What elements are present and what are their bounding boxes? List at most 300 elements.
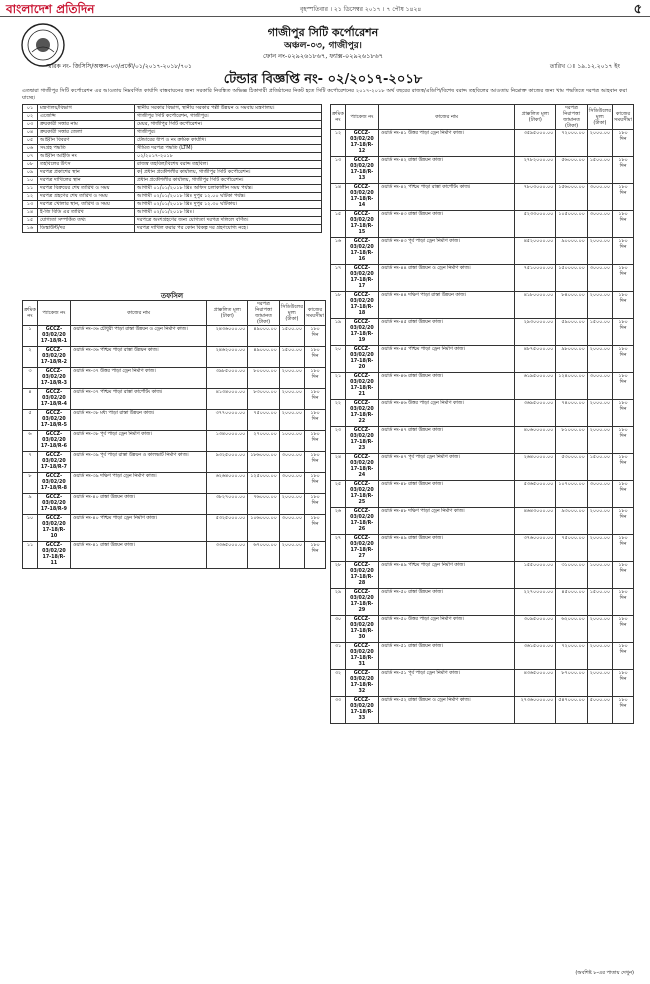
schedule-column-header: সিডিউলের মূল্য (টাকা)	[279, 301, 304, 326]
lot-security-amount: ৩১০০০.০০	[556, 562, 587, 589]
info-value: স্থানীয় সরকার বিভাগ, স্থানীয় সরকার পল্লী উন্নয়ন ও সমবায় মন্ত্রণালয়।	[135, 105, 322, 113]
info-row	[23, 153, 322, 161]
lot-work-name: ওয়ার্ড নং-৩৯ পূর্ব পাড়া রাস্তা উন্নয়ন ও কালভার্ট নির্মাণ কাজ।	[70, 452, 206, 473]
lot-duration: ১৮০ দিন	[613, 427, 634, 454]
memo-number: স্মারক নং- জিসিসি/অঞ্চল-০৩/প্রকৌ/০১/২০১৭-২০১৮/৭০১	[46, 63, 192, 70]
schedule-row	[331, 319, 634, 346]
info-value: টেন্ডারের ধাপ ও নং ক্রমিক কার্যাদি।	[135, 137, 322, 145]
lot-work-name: ওয়ার্ড নং-৫০ উত্তর পাড়া ড্রেন নির্মাণ কাজ।	[378, 616, 514, 643]
lot-duration: ১৮০ দিন	[613, 373, 634, 400]
lot-serial: ১৯	[331, 319, 346, 346]
lot-security-amount: ১৫০০০০.০০	[556, 265, 587, 292]
lot-estimated-cost: ৬১৯৫০০০.০০	[515, 373, 556, 400]
lot-duration: ১৮০ দিন	[613, 535, 634, 562]
lot-duration: ১৮০ দিন	[613, 157, 634, 184]
lot-duration: ১৮০ দিন	[613, 508, 634, 535]
schedule-column-header: কাজের নাম	[70, 301, 206, 326]
info-value: আগামী ০২/০১/২০১৮ খ্রিঃ দুপুর ১২.৩০ ঘটিকায়।	[135, 201, 322, 209]
lot-duration: ১৮০ দিন	[305, 452, 326, 473]
lot-estimated-cost: ৩০৯৫০০০.০০	[515, 616, 556, 643]
lot-security-amount: ৮৭০০০.০০	[556, 670, 587, 697]
lot-security-amount: ১০৬০০০.০০	[248, 515, 279, 542]
lot-security-amount: ১৫৬০০০.০০	[556, 184, 587, 211]
lot-estimated-cost: ৩৩৬৫০০০.০০	[207, 542, 248, 569]
lot-estimated-cost: ৪৩৬৫০০০.০০	[515, 670, 556, 697]
lot-security-amount: ৪৯০০০.০০	[248, 347, 279, 368]
lot-serial: ৩	[23, 368, 38, 389]
lot-duration: ১৮০ দিন	[305, 431, 326, 452]
info-serial: ০৬	[23, 145, 38, 153]
lot-estimated-cost: ২৪৬২০০০.০০	[207, 347, 248, 368]
lot-serial: ২৫	[331, 481, 346, 508]
lot-work-name: ওয়ার্ড নং-৫০ রাস্তা উন্নয়ন কাজ।	[378, 589, 514, 616]
lot-package-no: GCCZ-03/02/20 17-18/R-29	[345, 589, 378, 616]
lot-package-no: GCCZ-03/02/20 17-18/R-7	[37, 452, 70, 473]
schedule-row	[23, 452, 326, 473]
lot-estimated-cost: ৪৮৭৫০০০.০০	[515, 346, 556, 373]
lot-estimated-cost: ২৭৮২০০০.০০	[515, 157, 556, 184]
lot-serial: ৫	[23, 410, 38, 431]
lot-schedule-price: ২০০০.০০	[587, 400, 612, 427]
schedule-row	[331, 157, 634, 184]
lot-work-name: ওয়ার্ড নং-৪১ রাস্তা উন্নয়ন কাজ।	[70, 542, 206, 569]
info-label: ক্রয়কারী সত্তার জেলা	[38, 129, 135, 137]
schedule-row	[23, 326, 326, 347]
lot-work-name: ওয়ার্ড নং-৪৯ পশ্চিম পাড়া ড্রেন নির্মাণ কাজ।	[378, 562, 514, 589]
info-value: আগামী ০২/০১/২০১৮ খ্রিঃ।	[135, 209, 322, 217]
schedule-row	[23, 389, 326, 410]
lot-schedule-price: ১৫০০.০০	[587, 454, 612, 481]
lot-security-amount: ১৮৬০০০.০০	[248, 452, 279, 473]
info-value: রাজস্ব তহবিল/বিশেষ বরাদ্দ তহবিল।	[135, 161, 322, 169]
schedule-row	[331, 238, 634, 265]
newspaper-brand: বাংলাদেশ প্রতিদিন	[6, 2, 95, 16]
lot-work-name: ওয়ার্ড নং-৪৯ রাস্তা উন্নয়ন কাজ।	[378, 535, 514, 562]
schedule-column-header: প্যাকেজ নং	[37, 301, 70, 326]
schedule-row	[331, 427, 634, 454]
info-label: দরপত্র গ্রহণের শেষ তারিখ ও সময়	[38, 193, 135, 201]
lot-serial: ২	[23, 347, 38, 368]
intro-paragraph: এতদ্বারা গাজীপুর সিটি কর্পোরেশন এর আওতায় নিম্নবর্ণিত কার্যাদি বাস্তবায়নের জন্য সরকারি নিবন্ধিত অভিজ্ঞ ঠিকাদারী প্রতিষ্ঠানের নিকট হতে সিটি কর্পোরেশনের ২০১৭-২০১৮ অর্থ বছরের রাজস্ব/এডিপি/বিশেষ বরাদ্দ তহবিলের আওতায় নিম্নোক্ত কাজের জন্য খাম পদ্ধতিতে দরপত্র আহবান করা যাচ্ছে।	[22, 88, 627, 101]
lot-security-amount: ৮৩০০০.০০	[248, 389, 279, 410]
info-value: গাজীপুর।	[135, 129, 322, 137]
lot-estimated-cost: ৪৫২০০০০.০০	[515, 238, 556, 265]
lot-security-amount: ৭২০০০.০০	[556, 130, 587, 157]
lot-package-no: GCCZ-03/02/20 17-18/R-17	[345, 265, 378, 292]
lot-serial: ১২	[331, 130, 346, 157]
lot-package-no: GCCZ-03/02/20 17-18/R-2	[37, 347, 70, 368]
lot-work-name: ওয়ার্ড নং-৩৯ দক্ষিণ পাড়া ড্রেন নির্মাণ কাজ।	[70, 473, 206, 494]
lot-estimated-cost: ২৬৪০০০০.০০	[515, 454, 556, 481]
info-serial: ০৫	[23, 137, 38, 145]
lot-schedule-price: ৩০০০.০০	[587, 265, 612, 292]
lot-estimated-cost: ২৭৩৬০০০০.০০	[515, 697, 556, 724]
lot-package-no: GCCZ-03/02/20 17-18/R-8	[37, 473, 70, 494]
lot-estimated-cost: ৫৩২৫০০০.০০	[207, 515, 248, 542]
lot-package-no: GCCZ-03/02/20 17-18/R-11	[37, 542, 70, 569]
schedule-table-left	[22, 300, 326, 569]
lot-duration: ১৮০ দিন	[305, 542, 326, 569]
lot-schedule-price: ৩০০০.০০	[279, 515, 304, 542]
lot-work-name: ওয়ার্ড নং-৩৮ মধ্য পাড়া রাস্তা উন্নয়ন কাজ।	[70, 410, 206, 431]
lot-schedule-price: ২০০০.০০	[587, 670, 612, 697]
lot-schedule-price: ২০০০.০০	[587, 346, 612, 373]
lot-work-name: ওয়ার্ড নং-৪০ রাস্তা উন্নয়ন কাজ।	[70, 494, 206, 515]
lot-serial: ১৪	[331, 184, 346, 211]
lot-serial: ৩০	[331, 616, 346, 643]
info-row	[23, 129, 322, 137]
schedule-row	[331, 589, 634, 616]
info-value: মেয়র, গাজীপুর সিটি কর্পোরেশন।	[135, 121, 322, 129]
schedule-column-header: প্রাক্কলিত মূল্য (টাকা)	[207, 301, 248, 326]
lot-work-name: ওয়ার্ড নং-৪৮ দক্ষিণ পাড়া ড্রেন নির্মাণ কাজ।	[378, 508, 514, 535]
lot-security-amount: ২৭০০০.০০	[248, 431, 279, 452]
lot-package-no: GCCZ-03/02/20 17-18/R-21	[345, 373, 378, 400]
lot-package-no: GCCZ-03/02/20 17-18/R-18	[345, 292, 378, 319]
lot-package-no: GCCZ-03/02/20 17-18/R-28	[345, 562, 378, 589]
lot-schedule-price: ১৫০০.০০	[279, 326, 304, 347]
info-label: ডিস্কাউন্ট/দর	[38, 225, 135, 233]
lot-serial: ২০	[331, 346, 346, 373]
lot-serial: ২২	[331, 400, 346, 427]
page-number: ৫	[633, 2, 642, 17]
info-label: এজেন্সি	[38, 113, 135, 121]
organization-name: গাজীপুর সিটি কর্পোরেশন	[267, 26, 379, 39]
lot-schedule-price: ১০০০.০০	[279, 431, 304, 452]
lot-estimated-cost: ৫৩৬৫০০০.০০	[515, 481, 556, 508]
lot-work-name: ওয়ার্ড নং-৪৩ পূর্ব পাড়া ড্রেন নির্মাণ কাজ।	[378, 238, 514, 265]
schedule-row	[23, 347, 326, 368]
lot-security-amount: ৮০০০০.০০	[248, 368, 279, 389]
lot-work-name: ওয়ার্ড নং-৪৫ রাস্তা উন্নয়ন কাজ।	[378, 319, 514, 346]
lot-serial: ৯	[23, 494, 38, 515]
lot-package-no: GCCZ-03/02/20 17-18/R-22	[345, 400, 378, 427]
info-row	[23, 225, 322, 233]
lot-schedule-price: ২০০০.০০	[279, 542, 304, 569]
lot-work-name: ওয়ার্ড নং-৫১ পূর্ব পাড়া ড্রেন নির্মাণ কাজ।	[378, 670, 514, 697]
lot-duration: ১৮০ দিন	[613, 670, 634, 697]
lot-serial: ১৮	[331, 292, 346, 319]
lot-serial: ২৬	[331, 508, 346, 535]
lot-duration: ১৮০ দিন	[305, 473, 326, 494]
lot-duration: ১৮০ দিন	[305, 389, 326, 410]
lot-security-amount: ১০৭০০০.০০	[556, 481, 587, 508]
lot-schedule-price: ৩০০০.০০	[587, 184, 612, 211]
info-label: আহ্বান বিবরণ	[38, 137, 135, 145]
lot-serial: ২১	[331, 373, 346, 400]
schedule-row	[331, 292, 634, 319]
lot-serial: ৮	[23, 473, 38, 494]
lot-duration: ১৮০ দিন	[613, 130, 634, 157]
info-label: সংগ্রহ পদ্ধতি	[38, 145, 135, 153]
lot-work-name: ওয়ার্ড নং-৪৩ রাস্তা উন্নয়ন কাজ।	[378, 211, 514, 238]
info-serial: ০২	[23, 113, 38, 121]
lot-package-no: GCCZ-03/02/20 17-18/R-26	[345, 508, 378, 535]
lot-work-name: ওয়ার্ড নং-৪২ রাস্তা উন্নয়ন কাজ।	[378, 157, 514, 184]
info-serial: ১৩	[23, 201, 38, 209]
lot-package-no: GCCZ-03/02/20 17-18/R-10	[37, 515, 70, 542]
lot-estimated-cost: ১৩৪০০০০.০০	[207, 431, 248, 452]
schedule-row	[331, 670, 634, 697]
lot-schedule-price: ২০০০.০০	[587, 130, 612, 157]
info-value: দরপত্র দাখিল করার পর কোন বিকল্প দর গ্রহণযোগ্য নহে।	[135, 225, 322, 233]
lot-package-no: GCCZ-03/02/20 17-18/R-24	[345, 454, 378, 481]
lot-duration: ১৮০ দিন	[613, 211, 634, 238]
lot-work-name: ওয়ার্ড নং-৪২ পশ্চিম পাড়া রাস্তা কার্পেটিং কাজ।	[378, 184, 514, 211]
lot-security-amount: ৭৪০০০.০০	[556, 400, 587, 427]
lot-duration: ১৮০ দিন	[613, 346, 634, 373]
info-row	[23, 201, 322, 209]
schedule-row	[331, 265, 634, 292]
lot-duration: ১৮০ দিন	[613, 400, 634, 427]
schedule-column-header: কাজের নাম	[378, 105, 514, 130]
lot-estimated-cost: ৯৩২৫০০০.০০	[207, 452, 248, 473]
info-serial: ১৫	[23, 217, 38, 225]
schedule-row	[331, 373, 634, 400]
lot-security-amount: ৯০০০০.০০	[556, 238, 587, 265]
info-row	[23, 193, 322, 201]
lot-work-name: ওয়ার্ড নং-৫২ রাস্তা উন্নয়ন ও ড্রেন নির্মাণ কাজ।	[378, 697, 514, 724]
lot-estimated-cost: ৫২৩৩০০০.০০	[515, 211, 556, 238]
lot-work-name: ওয়ার্ড নং-৪৫ পশ্চিম পাড়া ড্রেন নির্মাণ কাজ।	[378, 346, 514, 373]
schedule-row	[331, 346, 634, 373]
lot-schedule-price: ২০০০.০০	[587, 535, 612, 562]
lot-package-no: GCCZ-03/02/20 17-18/R-32	[345, 670, 378, 697]
lot-serial: ১৭	[331, 265, 346, 292]
lot-schedule-price: ২০০০.০০	[279, 410, 304, 431]
lot-package-no: GCCZ-03/02/20 17-18/R-3	[37, 368, 70, 389]
lot-schedule-price: ২০০০.০০	[587, 643, 612, 670]
info-value: দরপত্রে অংশগ্রহণের জন্য যোগ্যতা দরপত্র দলিলে বর্ণিত।	[135, 217, 322, 225]
schedule-row	[23, 542, 326, 569]
lot-duration: ১৮০ দিন	[613, 616, 634, 643]
lot-duration: ১৮০ দিন	[613, 292, 634, 319]
lot-schedule-price: ২০০০.০০	[279, 494, 304, 515]
info-label: দরপত্র খোলার স্থান, তারিখ ও সময়	[38, 201, 135, 209]
lot-security-amount: ৫৯০০০.০০	[556, 319, 587, 346]
lot-package-no: GCCZ-03/02/20 17-18/R-9	[37, 494, 70, 515]
info-serial: ১০	[23, 177, 38, 185]
info-row	[23, 177, 322, 185]
info-value: আগামী ০২/০১/২০১৮ খ্রিঃ দুপুর ১২.০০ ঘটিকা পর্যন্ত।	[135, 193, 322, 201]
lot-estimated-cost: ২৪৩৬০০০.০০	[207, 326, 248, 347]
lot-serial: ৩১	[331, 643, 346, 670]
info-value: আগামী ০১/০১/২০১৮ খ্রিঃ অফিস চলাকালীন সময় পর্যন্ত।	[135, 185, 322, 193]
lot-schedule-price: ২০০০.০০	[279, 368, 304, 389]
lot-duration: ১৮০ দিন	[305, 494, 326, 515]
info-serial: ০৮	[23, 161, 38, 169]
lot-package-no: GCCZ-03/02/20 17-18/R-27	[345, 535, 378, 562]
lot-estimated-cost: ৩৫৯৫০০০.০০	[515, 130, 556, 157]
schedule-column-header: কাজের সময়সীমা	[613, 105, 634, 130]
contact-phone: ফোন নং-০২৯২৬১৮৬৭, ফ্যাক্স-০২৯২৬১৮৬৭	[262, 52, 384, 60]
lot-estimated-cost: ৬২৬৪০০০.০০	[207, 473, 248, 494]
lot-security-amount: ৭৫০০০.০০	[248, 410, 279, 431]
lot-duration: ১৮০ দিন	[613, 643, 634, 670]
lot-work-name: ওয়ার্ড নং-৪৭ পূর্ব পাড়া ড্রেন নির্মাণ কাজ।	[378, 454, 514, 481]
info-label: দরপত্র দাখিলের স্থান	[38, 177, 135, 185]
lot-estimated-cost: ৩৮২৭০০০.০০	[207, 494, 248, 515]
info-label: মন্ত্রণালয়/বিভাগ	[38, 105, 135, 113]
lot-package-no: GCCZ-03/02/20 17-18/R-13	[345, 157, 378, 184]
lot-duration: ১৮০ দিন	[305, 368, 326, 389]
lot-serial: ২৮	[331, 562, 346, 589]
schedule-column-header: দরপত্র নিরাপত্তা জামানত (টাকা)	[556, 105, 587, 130]
lot-duration: ১৮০ দিন	[613, 562, 634, 589]
lot-serial: ২৭	[331, 535, 346, 562]
schedule-table-right	[330, 104, 634, 724]
schedule-column-header: দরপত্র নিরাপত্তা জামানত (টাকা)	[248, 301, 279, 326]
lot-schedule-price: ২০০০.০০	[279, 389, 304, 410]
lot-package-no: GCCZ-03/02/20 17-18/R-20	[345, 346, 378, 373]
lot-package-no: GCCZ-03/02/20 17-18/R-19	[345, 319, 378, 346]
lot-work-name: ওয়ার্ড নং-৪৭ রাস্তা উন্নয়ন কাজ।	[378, 427, 514, 454]
lot-security-amount: ৬৭০০০.০০	[248, 542, 279, 569]
schedule-row	[331, 454, 634, 481]
lot-work-name: ওয়ার্ড নং-৪৪ রাস্তা উন্নয়ন ও ড্রেন নির্মাণ কাজ।	[378, 265, 514, 292]
lot-serial: ২৯	[331, 589, 346, 616]
lot-duration: ১৮০ দিন	[613, 319, 634, 346]
lot-work-name: ওয়ার্ড নং-৫১ রাস্তা উন্নয়ন কাজ।	[378, 643, 514, 670]
schedule-row	[331, 481, 634, 508]
info-row	[23, 185, 322, 193]
lot-schedule-price: ৫০০০.০০	[587, 697, 612, 724]
lot-estimated-cost: ৩৬৯৫০০০.০০	[515, 400, 556, 427]
lot-schedule-price: ২০০০.০০	[587, 238, 612, 265]
lot-estimated-cost: ৪৬৪৩০০০.০০	[515, 508, 556, 535]
info-label: দরপত্র প্রকাশের স্থান	[38, 169, 135, 177]
lot-schedule-price: ৩০০০.০০	[587, 211, 612, 238]
lot-package-no: GCCZ-03/02/20 17-18/R-16	[345, 238, 378, 265]
schedule-column-header: প্রাক্কলিত মূল্য (টাকা)	[515, 105, 556, 130]
lot-estimated-cost: ৪১৩৪০০০.০০	[207, 389, 248, 410]
lot-package-no: GCCZ-03/02/20 17-18/R-1	[37, 326, 70, 347]
lot-work-name: ওয়ার্ড নং-৩৬ চৌধুরী পাড়া রাস্তা উন্নয়ন ও ড্রেন নির্মাণ কাজ।	[70, 326, 206, 347]
lot-schedule-price: ১৫০০.০০	[587, 319, 612, 346]
publication-date: বৃহস্পতিবার । ২১ ডিসেম্বর ২০১৭ । ৭ পৌষ ১৪২৪	[300, 6, 422, 13]
lot-serial: ৩২	[331, 670, 346, 697]
schedule-header-row	[23, 301, 326, 326]
info-serial: ০৭	[23, 153, 38, 161]
schedule-row	[331, 643, 634, 670]
lot-package-no: GCCZ-03/02/20 17-18/R-15	[345, 211, 378, 238]
lot-security-amount: ৭২০০০.০০	[556, 643, 587, 670]
lot-work-name: ওয়ার্ড নং-৪৪ দক্ষিণ পাড়া রাস্তা উন্নয়ন কাজ।	[378, 292, 514, 319]
lot-schedule-price: ২০০০.০০	[587, 427, 612, 454]
lot-schedule-price: ১৫০০.০০	[279, 347, 304, 368]
lot-work-name: ওয়ার্ড নং-৪১ উত্তর পাড়া ড্রেন নির্মাণ কাজ।	[378, 130, 514, 157]
info-serial: ০৪	[23, 129, 38, 137]
lot-security-amount: ৮৪০০০.০০	[556, 292, 587, 319]
info-serial: ০৩	[23, 121, 38, 129]
lot-package-no: GCCZ-03/02/20 17-18/R-30	[345, 616, 378, 643]
lot-schedule-price: ৩০০০.০০	[279, 452, 304, 473]
lot-schedule-price: ১০০০.০০	[587, 562, 612, 589]
info-serial: ০৯	[23, 169, 38, 177]
lot-duration: ১৮০ দিন	[613, 184, 634, 211]
schedule-column-header: প্যাকেজ নং	[345, 105, 378, 130]
lot-security-amount: ৮১০০০.০০	[556, 427, 587, 454]
tender-header	[18, 20, 628, 86]
info-row	[23, 209, 322, 217]
lot-estimated-cost: ৪১৮০০০০.০০	[515, 292, 556, 319]
lot-estimated-cost: ২৯৩০০০০.০০	[515, 319, 556, 346]
newspaper-masthead	[0, 0, 650, 17]
info-value: সীমিত দরপত্র পদ্ধতি (LTM)	[135, 145, 322, 153]
lot-security-amount: ৫৬০০০.০০	[556, 157, 587, 184]
lot-serial: ৩৩	[331, 697, 346, 724]
lot-work-name: ওয়ার্ড নং-৪৬ রাস্তা উন্নয়ন কাজ।	[378, 373, 514, 400]
lot-duration: ১৮০ দিন	[613, 265, 634, 292]
info-value: ০২/২০১৭-২০১৮	[135, 153, 322, 161]
schedule-row	[331, 562, 634, 589]
info-row	[23, 121, 322, 129]
tender-title: টেন্ডার বিজ্ঞপ্তি নং- ০২/২০১৭-২০১৮	[223, 72, 423, 87]
lot-security-amount: ৪৫০০০.০০	[556, 589, 587, 616]
lot-security-amount: ৭৫০০০.০০	[556, 535, 587, 562]
lot-duration: ১৮০ দিন	[613, 481, 634, 508]
zone-name: অঞ্চল-০৩, গাজীপুর।	[284, 41, 362, 51]
schedule-row	[331, 508, 634, 535]
schedule-row	[23, 368, 326, 389]
schedule-header-row	[331, 105, 634, 130]
lot-security-amount: ৬২০০০.০০	[556, 616, 587, 643]
info-label: আহ্বান আইডি নং	[38, 153, 135, 161]
info-value: ক) প্রধান প্রকৌশলীর কার্যালয়, গাজীপুর সিটি কর্পোরেশন।	[135, 169, 322, 177]
lot-serial: ১	[23, 326, 38, 347]
continued-note: (অবশিষ্ট ৮-এর পাতায় দেখুন)	[575, 970, 634, 976]
lot-duration: ১৮০ দিন	[305, 326, 326, 347]
lot-serial: ১৫	[331, 211, 346, 238]
schedule-row	[331, 697, 634, 724]
lot-serial: ১১	[23, 542, 38, 569]
lot-estimated-cost: ৩৯৮৫০০০.০০	[207, 368, 248, 389]
lot-schedule-price: ২০০০.০০	[587, 616, 612, 643]
info-serial: ০১	[23, 105, 38, 113]
info-label: তহবিলের উৎস	[38, 161, 135, 169]
lot-security-amount: ৭৬০০০.০০	[248, 494, 279, 515]
lot-duration: ১৮০ দিন	[613, 238, 634, 265]
lot-schedule-price: ২০০০.০০	[587, 508, 612, 535]
schedule-column-header: ক্রমিক নং	[23, 301, 38, 326]
info-row	[23, 161, 322, 169]
info-value: গাজীপুর সিটি কর্পোরেশন, গাজীপুর।	[135, 113, 322, 121]
info-row	[23, 137, 322, 145]
lot-serial: ৪	[23, 389, 38, 410]
lot-package-no: GCCZ-03/02/20 17-18/R-4	[37, 389, 70, 410]
lot-schedule-price: ৩০০০.০০	[587, 373, 612, 400]
info-label: যোগ্যতা সম্পর্কিত তথ্য	[38, 217, 135, 225]
schedule-row	[331, 211, 634, 238]
lot-security-amount: ৪৯০০০.০০	[248, 326, 279, 347]
lot-estimated-cost: ৩৭৬০০০০.০০	[515, 535, 556, 562]
info-value: প্রধান প্রকৌশলীর কার্যালয়, গাজীপুর সিটি কর্পোরেশন।	[135, 177, 322, 185]
schedule-column-header: ক্রমিক নং	[331, 105, 346, 130]
schedule-row	[23, 515, 326, 542]
lot-work-name: ওয়ার্ড নং-৪৮ রাস্তা উন্নয়ন কাজ।	[378, 481, 514, 508]
lot-package-no: GCCZ-03/02/20 17-18/R-14	[345, 184, 378, 211]
lot-serial: ৬	[23, 431, 38, 452]
lot-schedule-price: ২০০০.০০	[587, 292, 612, 319]
lot-work-name: ওয়ার্ড নং-৪০ পশ্চিম পাড়া ড্রেন নির্মাণ কাজ।	[70, 515, 206, 542]
lot-schedule-price: ৩০০০.০০	[279, 473, 304, 494]
info-serial: ১৬	[23, 225, 38, 233]
schedule-row	[331, 400, 634, 427]
lot-serial: ৭	[23, 452, 38, 473]
lot-package-no: GCCZ-03/02/20 17-18/R-12	[345, 130, 378, 157]
info-label: দরপত্র বিক্রয়ের শেষ তারিখ ও সময়	[38, 185, 135, 193]
lot-estimated-cost: ৩৭৭০০০০.০০	[207, 410, 248, 431]
